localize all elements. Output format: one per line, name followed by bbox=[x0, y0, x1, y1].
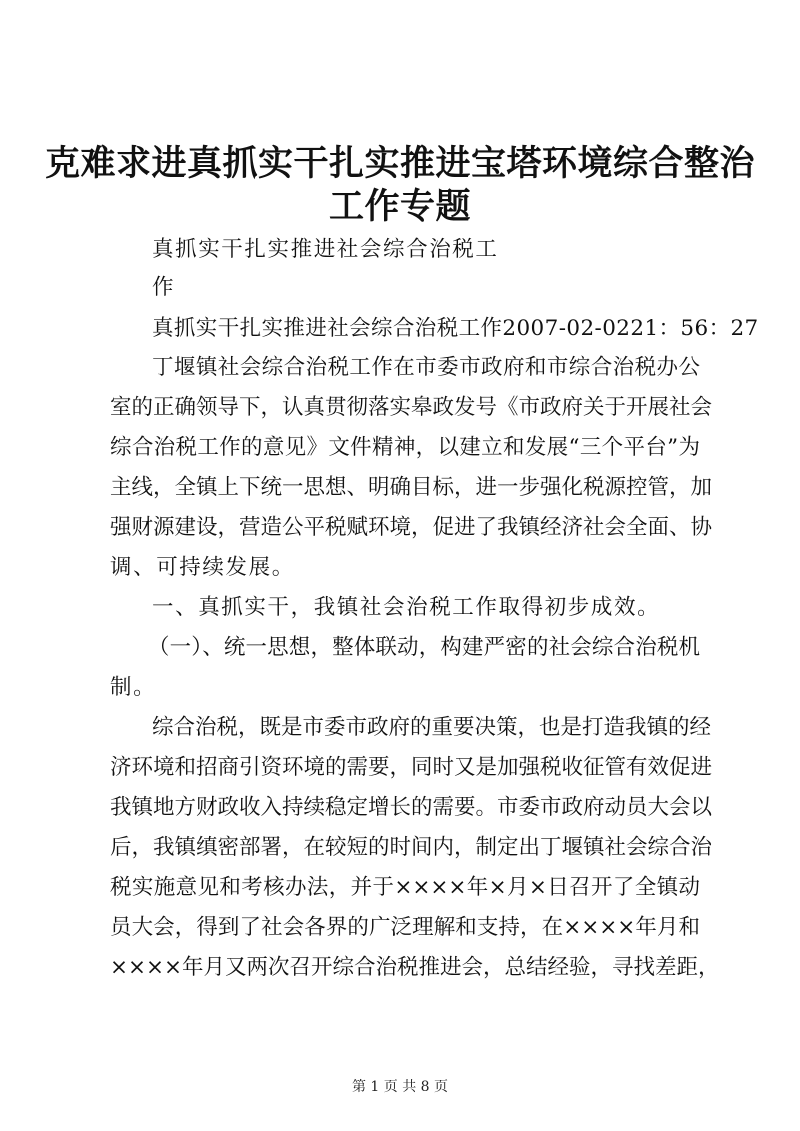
paragraph-line: 员大会，得到了社会各界的广泛理解和支持，在××××年月和 bbox=[110, 915, 700, 940]
section-heading: 一、真抓实干，我镇社会治税工作取得初步成效。 bbox=[152, 595, 661, 620]
dateline: 真抓实干扎实推进社会综合治税工作2007-02-0221：56：27 bbox=[152, 316, 759, 341]
paragraph-line: 主线，全镇上下统一思想、明确目标，进一步强化税源控管，加 bbox=[110, 475, 713, 500]
paragraph-line: 后，我镇缜密部署，在较短的时间内，制定出丁堰镇社会综合治 bbox=[110, 835, 713, 860]
paragraph-line: 综合治税，既是市委市政府的重要决策，也是打造我镇的经 bbox=[152, 715, 712, 740]
subsection-heading: （一）、统一思想，整体联动，构建严密的社会综合治税机 bbox=[148, 635, 700, 660]
paragraph-line: 税实施意见和考核办法，并于××××年×月×日召开了全镇动 bbox=[110, 875, 700, 900]
subtitle-line-2: 作 bbox=[152, 275, 176, 300]
page-number-footer: 第 1 页 共 8 页 bbox=[351, 1079, 449, 1095]
paragraph-line: 济环境和招商引资环境的需要，同时又是加强税收征管有效促进 bbox=[110, 755, 713, 780]
paragraph-line: 调、可持续发展。 bbox=[110, 555, 295, 580]
paragraph-line: ××××年月又两次召开综合治税推进会，总结经验，寻找差距， bbox=[110, 955, 720, 980]
paragraph-line: 我镇地方财政收入持续稳定增长的需要。市委市政府动员大会以 bbox=[110, 795, 713, 820]
document-title-line-1: 克难求进真抓实干扎实推进宝塔环境综合整治 bbox=[44, 143, 755, 184]
subtitle-line-1: 真抓实干扎实推进社会综合治税工 bbox=[152, 237, 499, 262]
paragraph-line: 室的正确领导下，认真贯彻落实皋政发号《市政府关于开展社会 bbox=[110, 395, 713, 420]
paragraph-line: 强财源建设，营造公平税赋环境，促进了我镇经济社会全面、协 bbox=[110, 515, 713, 540]
subsection-heading-cont: 制。 bbox=[110, 675, 157, 700]
paragraph-line: 丁堰镇社会综合治税工作在市委市政府和市综合治税办公 bbox=[152, 355, 700, 380]
paragraph-line: 综合治税工作的意见》文件精神，以建立和发展“三个平台”为 bbox=[110, 435, 700, 460]
document-title-line-2: 工作专题 bbox=[328, 186, 471, 227]
